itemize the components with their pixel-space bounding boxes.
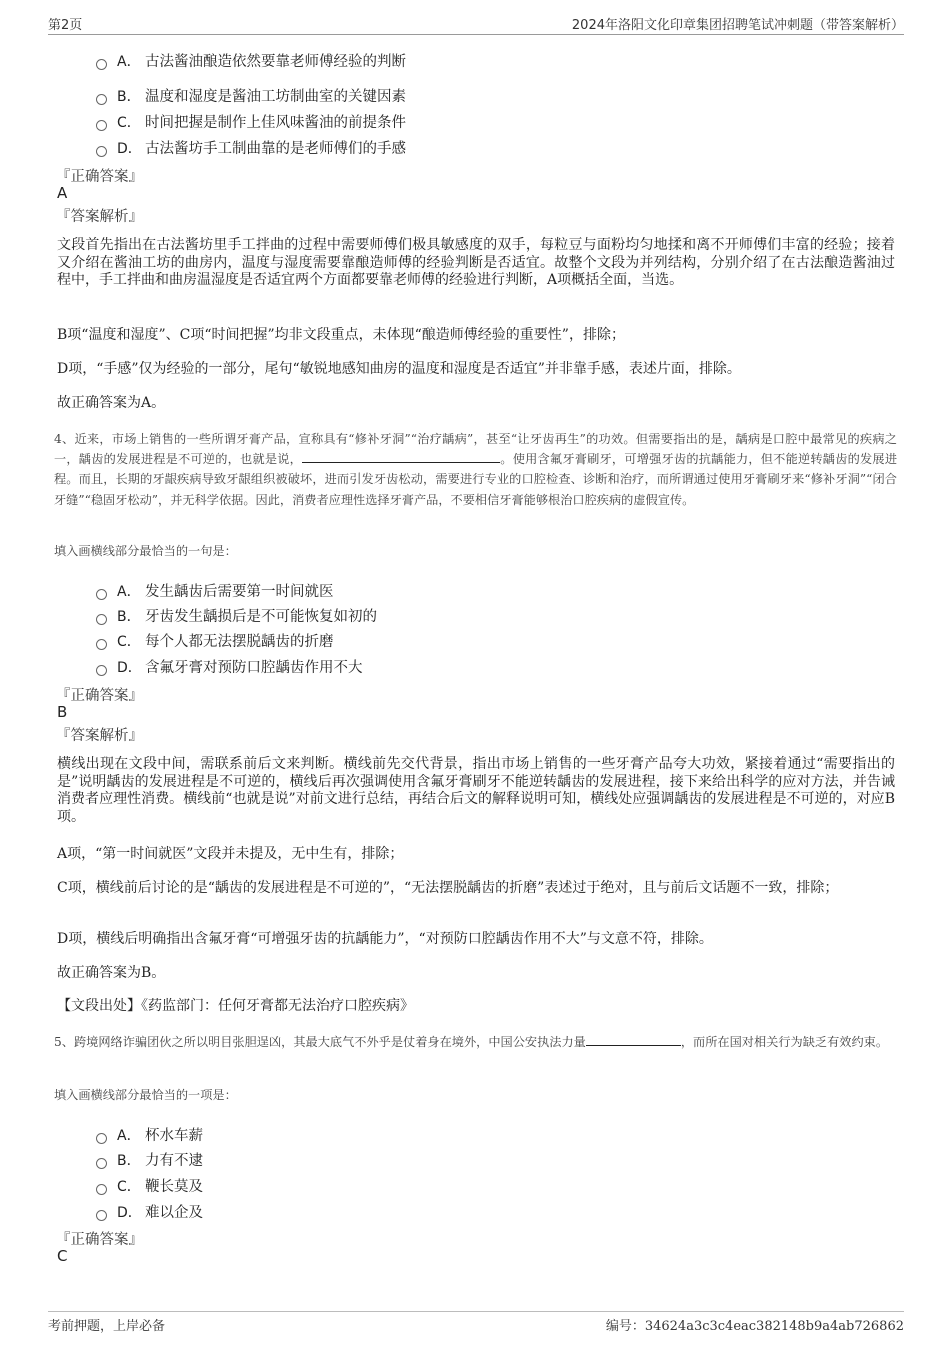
radio-icon[interactable] xyxy=(96,1184,107,1195)
q3-analysis-label: 『答案解析』 xyxy=(56,209,143,225)
q4-analysis-label: 『答案解析』 xyxy=(56,728,143,744)
q4-source: 【文段出处】《药监部门：任何牙膏都无法治疗口腔疾病》 xyxy=(57,998,414,1014)
q5-answer: C xyxy=(57,1247,68,1265)
page-number: 第2页 xyxy=(48,18,83,33)
q4-option-c[interactable]: C． 每个人都无法摆脱龋齿的折磨 xyxy=(96,630,334,651)
q3-option-b[interactable]: B． 温度和湿度是酱油工坊制曲室的关键因素 xyxy=(96,85,406,106)
q4-option-b[interactable]: B． 牙齿发生龋损后是不可能恢复如初的 xyxy=(96,605,377,626)
radio-icon[interactable] xyxy=(96,614,107,625)
radio-icon[interactable] xyxy=(96,1158,107,1169)
q4-analysis-paragraph: C项，横线前后讨论的是“龋齿的发展进程是不可逆的”，“无法摆脱龋齿的折磨”表述过于绝对，且与前后文话题不一致，排除； xyxy=(57,880,839,896)
q3-analysis-paragraph: D项，“手感”仅为经验的一部分，尾句“敏锐地感知曲房的温度和湿度是否适宜”并非靠手感，表述片面，排除。 xyxy=(57,361,741,377)
radio-icon[interactable] xyxy=(96,1133,107,1144)
q5-stem: 5、跨境网络诈骗团伙之所以明目张胆逞凶，其最大底气不外乎是仗着身在境外，中国公安执法力量 ，而所在国对相关行为缺乏有效约束。 xyxy=(54,1035,889,1049)
fill-blank xyxy=(302,450,500,463)
q3-option-c[interactable]: C． 时间把握是制作上佳风味酱油的前提条件 xyxy=(96,111,406,132)
q5-option-d[interactable]: D． 难以企及 xyxy=(96,1201,203,1222)
document-id: 编号：34624a3c3c4eac382148b9a4ab726862 xyxy=(605,1319,904,1334)
page-footer xyxy=(48,1311,904,1334)
radio-icon[interactable] xyxy=(96,639,107,650)
radio-icon[interactable] xyxy=(96,146,107,157)
q4-analysis-paragraph: 故正确答案为B。 xyxy=(57,965,166,981)
q4-option-d[interactable]: D． 含氟牙膏对预防口腔龋齿作用不大 xyxy=(96,656,363,677)
fill-blank xyxy=(586,1033,681,1046)
q3-answer: A xyxy=(57,184,68,202)
document-title: 2024年洛阳文化印章集团招聘笔试冲刺题（带答案解析） xyxy=(571,18,904,33)
radio-icon[interactable] xyxy=(96,665,107,676)
q4-answer: B xyxy=(57,703,68,721)
q5-prompt: 填入画横线部分最恰当的一项是： xyxy=(54,1088,237,1102)
q4-stem: 4、近来，市场上销售的一些所谓牙膏产品，宣称具有“修补牙洞”“治疗龋病”，甚至“让牙齿再生”的功效。但需要指出的是，龋病是口腔中最常见的疾病之一，龋齿的发展进程是不可逆的，也就是说， 。使用含氟牙膏刷牙，可增强牙齿的抗龋能力，但不能逆转龋齿的发展进程。而且，长期的牙龈疾病导致牙龈组织被破坏，进而引发牙齿松动，需要进行专业的口腔检查、诊断和治疗，而所谓通过使用牙膏刷牙来“修补牙洞”“闭合牙缝”“稳固牙松动”，并无科学依据。因此，消费者应理性选择牙膏产品，不要相信牙膏能够根治口腔疾病的虚假宣传。 xyxy=(54,432,898,507)
radio-icon[interactable] xyxy=(96,59,107,70)
q4-answer-label: 『正确答案』 xyxy=(56,688,143,704)
radio-icon[interactable] xyxy=(96,1210,107,1221)
q3-analysis-paragraph: 文段首先指出在古法酱坊里手工拌曲的过程中需要师傅们极具敏感度的双手，每粒豆与面粉均匀地揉和离不开师傅们丰富的经验；接着又介绍在酱油工坊的曲房内，温度与湿度需要靠酿造师傅的经验判断是否适宜。故整个文段为并列结构，分别介绍了在古法酿造酱油过程中，手工拌曲和曲房温湿度是否适宜两个方面都要靠老师傅的经验进行判断，A项概括全面，当选。 xyxy=(57,237,895,289)
q3-option-d[interactable]: D． 古法酱坊手工制曲靠的是老师傅们的手感 xyxy=(96,137,406,158)
q5-option-a[interactable]: A． 杯水车薪 xyxy=(96,1124,203,1145)
q4-prompt: 填入画横线部分最恰当的一句是： xyxy=(54,544,237,558)
radio-icon[interactable] xyxy=(96,94,107,105)
page-header xyxy=(48,14,904,35)
q3-answer-label: 『正确答案』 xyxy=(56,169,143,185)
q4-analysis-paragraph: D项，横线后明确指出含氟牙膏“可增强牙齿的抗龋能力”，“对预防口腔龋齿作用不大”与文意不符，排除。 xyxy=(57,931,713,947)
q3-analysis-paragraph: B项“温度和湿度”、C项“时间把握”均非文段重点，未体现“酿造师傅经验的重要性”，排除； xyxy=(57,327,625,343)
footer-slogan: 考前押题，上岸必备 xyxy=(48,1319,166,1334)
radio-icon[interactable] xyxy=(96,589,107,600)
q5-option-c[interactable]: C． 鞭长莫及 xyxy=(96,1175,203,1196)
q3-analysis-paragraph: 故正确答案为A。 xyxy=(57,395,166,411)
q5-option-b[interactable]: B． 力有不逮 xyxy=(96,1149,203,1170)
q5-answer-label: 『正确答案』 xyxy=(56,1232,143,1248)
q4-option-a[interactable]: A． 发生龋齿后需要第一时间就医 xyxy=(96,580,334,601)
q3-option-a[interactable]: A． 古法酱油酿造依然要靠老师傅经验的判断 xyxy=(96,50,406,71)
radio-icon[interactable] xyxy=(96,120,107,131)
q4-analysis-paragraph: A项，“第一时间就医”文段并未提及，无中生有，排除； xyxy=(57,846,404,862)
q4-analysis-paragraph: 横线出现在文段中间，需联系前后文来判断。横线前先交代背景，指出市场上销售的一些牙膏产品夸大功效，紧接着通过“需要指出的是”说明龋齿的发展进程是不可逆的，横线后再次强调使用含氟牙膏刷牙不能逆转龋齿的发展进程，接下来给出科学的应对方法，并告诫消费者应理性消费。横线前“也就是说”对前文进行总结，再结合后文的解释说明可知，横线处应强调龋齿的发展进程是不可逆的，对应B项。 xyxy=(57,756,895,825)
